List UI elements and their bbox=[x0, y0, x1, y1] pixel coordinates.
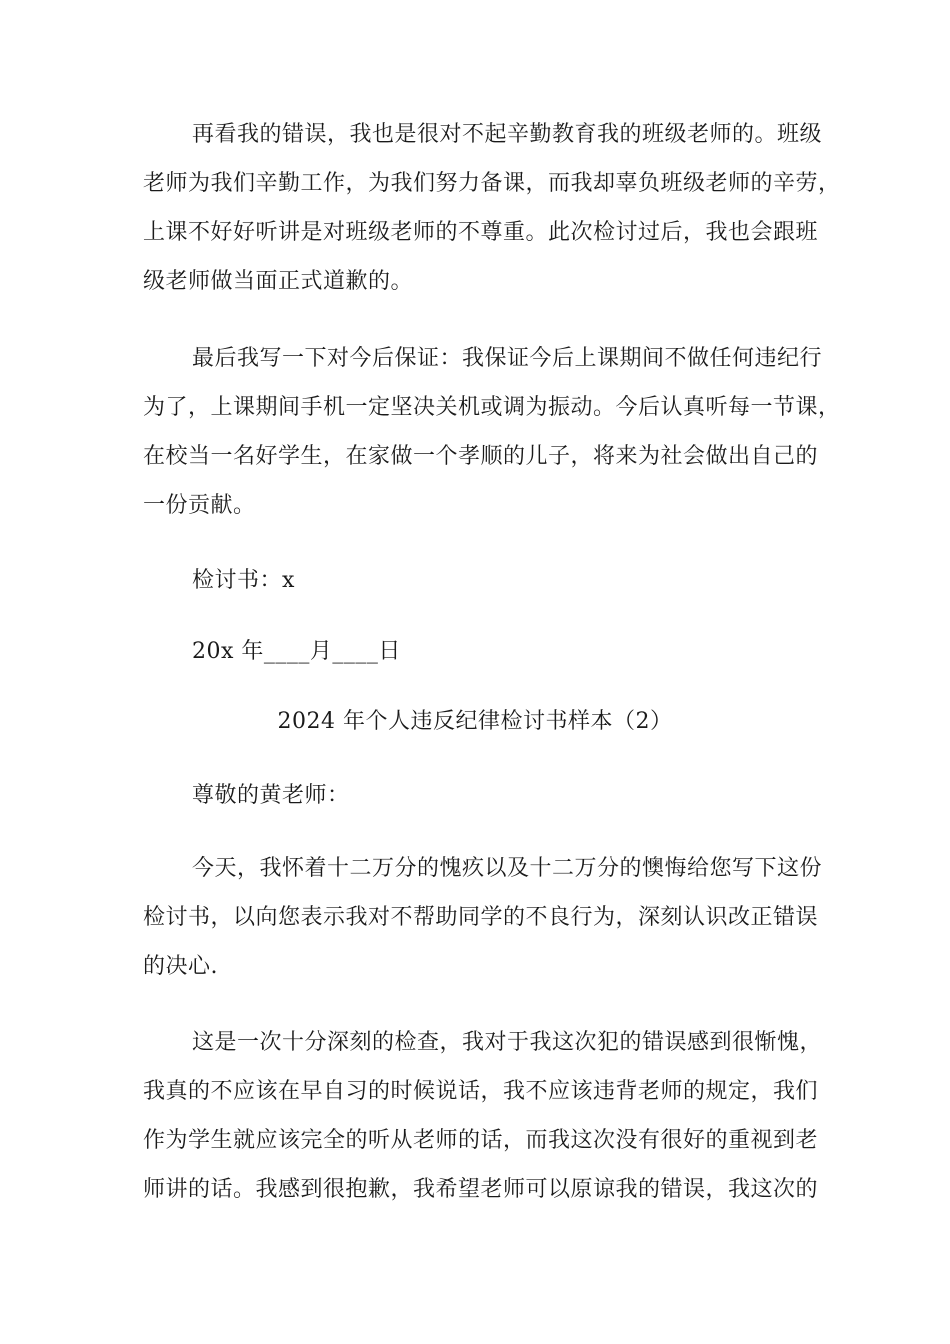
text-line: 我真的不应该在早自习的时候说话，我不应该违背老师的规定，我们 bbox=[143, 1079, 819, 1104]
signature: 检讨书：x bbox=[192, 568, 295, 593]
text-line: 的决心. bbox=[143, 954, 218, 979]
text-line: 师讲的话。我感到很抱歉，我希望老师可以原谅我的错误，我这次的 bbox=[143, 1177, 819, 1202]
text-line: 今天，我怀着十二万分的愧疚以及十二万分的懊悔给您写下这份 bbox=[192, 856, 823, 881]
text-line: 再看我的错误，我也是很对不起辛勤教育我的班级老师的。班级 bbox=[192, 122, 823, 147]
text-line: 最后我写一下对今后保证：我保证今后上课期间不做任何违纪行 bbox=[192, 346, 823, 371]
text-line: 一份贡献。 bbox=[143, 493, 256, 518]
text-line: 作为学生就应该完全的听从老师的话，而我这次没有很好的重视到老 bbox=[143, 1128, 819, 1153]
salutation: 尊敬的黄老师： bbox=[192, 783, 350, 808]
text-line: 这是一次十分深刻的检查，我对于我这次犯的错误感到很惭愧， bbox=[192, 1030, 823, 1055]
text-line: 检讨书，以向您表示我对不帮助同学的不良行为，深刻认识改正错误 bbox=[143, 905, 819, 930]
text-line: 级老师做当面正式道歉的。 bbox=[143, 269, 414, 294]
date-line: 20x 年____月____日 bbox=[192, 639, 401, 664]
section-title: 2024 年个人违反纪律检讨书样本（2） bbox=[277, 709, 673, 734]
text-line: 为了，上课期间手机一定坚决关机或调为振动。今后认真听每一节课， bbox=[143, 395, 841, 420]
text-line: 在校当一名好学生，在家做一个孝顺的儿子，将来为社会做出自己的 bbox=[143, 444, 819, 469]
text-line: 老师为我们辛勤工作，为我们努力备课，而我却辜负班级老师的辛劳， bbox=[143, 171, 841, 196]
text-line: 上课不好好听讲是对班级老师的不尊重。此次检讨过后，我也会跟班 bbox=[143, 220, 819, 245]
